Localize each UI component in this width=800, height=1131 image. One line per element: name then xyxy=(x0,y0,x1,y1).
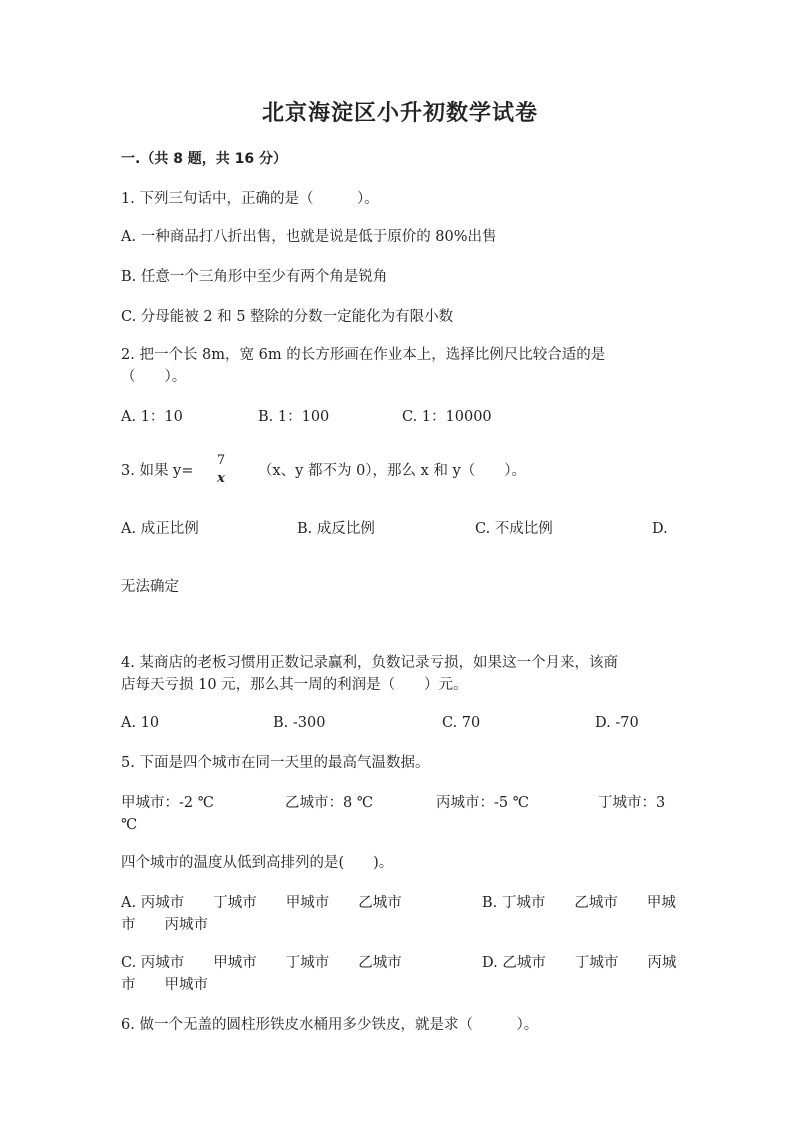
question-3-suffix: （x、y 都不为 0），那么 x 和 y（ ）。 xyxy=(258,463,527,479)
fraction-7-over-x xyxy=(212,454,230,486)
question-4-option-b: B. -300 xyxy=(273,715,326,731)
question-4-stem-line2: 店每天亏损 10 元，那么其一周的利润是（ ）元。 xyxy=(121,677,468,693)
question-3-option-a: A. 成正比例 xyxy=(121,521,199,537)
question-2-stem-line1: 2. 把一个长 8m，宽 6m 的长方形画在作业本上，选择比例尺比较合适的是 xyxy=(121,347,606,363)
question-5-option-b-line1: B. 丁城市 乙城市 甲城 xyxy=(482,895,676,911)
city-ding-unit: ℃ xyxy=(121,817,138,833)
question-5-option-d-line1: D. 乙城市 丁城市 丙城 xyxy=(482,955,677,971)
fraction-numerator: 7 xyxy=(216,453,226,468)
question-3-option-d-label: D. xyxy=(652,521,668,537)
city-jia-temp: 甲城市：-2 ℃ xyxy=(121,795,214,811)
question-3-prefix: 3. 如果 y= xyxy=(121,463,194,479)
question-5-option-b-line2: 市 丙城市 xyxy=(121,917,208,933)
question-5-option-c: C. 丙城市 甲城市 丁城市 乙城市 xyxy=(121,955,402,971)
question-1-stem: 1. 下列三句话中，正确的是（ ）。 xyxy=(121,191,379,207)
page-title: 北京海淀区小升初数学试卷 xyxy=(261,100,538,126)
question-6-stem: 6. 做一个无盖的圆柱形铁皮水桶用多少铁皮，就是求（ ）。 xyxy=(121,1017,539,1033)
question-1-option-b: B. 任意一个三角形中至少有两个角是锐角 xyxy=(121,269,388,285)
question-3-option-b: B. 成反比例 xyxy=(297,521,375,537)
city-yi-temp: 乙城市：8 ℃ xyxy=(285,795,374,811)
city-ding-temp: 丁城市：3 xyxy=(598,795,666,811)
question-1-option-c: C. 分母能被 2 和 5 整除的分数一定能化为有限小数 xyxy=(121,309,454,325)
question-2-stem-line2: （ ）。 xyxy=(121,369,187,385)
question-5-option-d-line2: 市 甲城市 xyxy=(121,977,208,993)
question-2-option-a: A. 1：10 xyxy=(121,409,183,425)
fraction-denominator: x xyxy=(217,471,225,486)
section-heading: 一.（共 8 题，共 16 分） xyxy=(121,151,288,167)
question-5-question: 四个城市的温度从低到高排列的是( )。 xyxy=(121,855,394,871)
city-bing-temp: 丙城市：-5 ℃ xyxy=(436,795,529,811)
question-2-option-c: C. 1：10000 xyxy=(402,409,492,425)
question-5-option-a: A. 丙城市 丁城市 甲城市 乙城市 xyxy=(121,895,402,911)
question-2-option-b: B. 1：100 xyxy=(258,409,330,425)
question-4-option-d: D. -70 xyxy=(595,715,639,731)
question-4-stem-line1: 4. 某商店的老板习惯用正数记录赢利，负数记录亏损，如果这一个月来，该商 xyxy=(121,655,618,671)
question-1-option-a: A. 一种商品打八折出售，也就是说是低于原价的 80%出售 xyxy=(121,229,497,245)
question-4-option-c: C. 70 xyxy=(442,715,481,731)
question-3-option-d-text: 无法确定 xyxy=(121,579,179,595)
question-4-option-a: A. 10 xyxy=(121,715,160,731)
question-5-stem: 5. 下面是四个城市在同一天里的最高气温数据。 xyxy=(121,755,430,771)
question-3-option-c: C. 不成比例 xyxy=(475,521,553,537)
